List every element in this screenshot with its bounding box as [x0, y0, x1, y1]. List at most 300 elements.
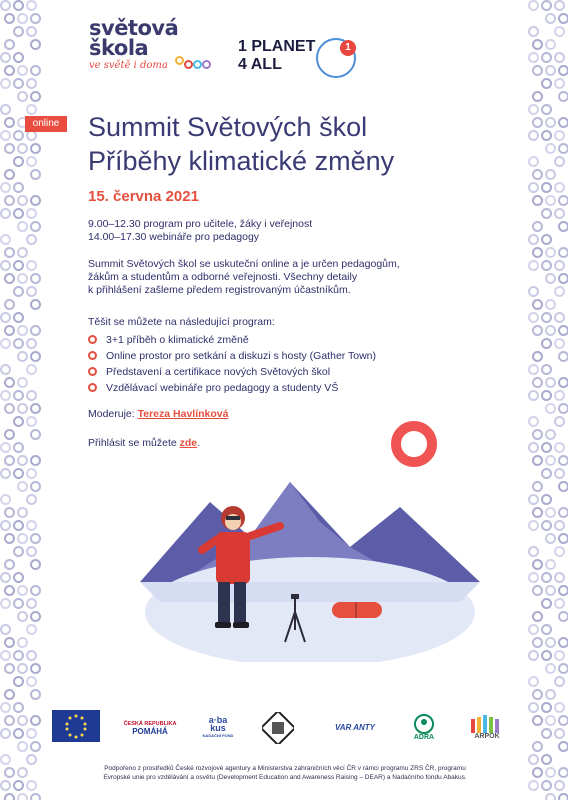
decorative-ring-icon — [554, 728, 565, 739]
decorative-ring-icon — [558, 481, 568, 492]
decorative-ring-icon — [4, 533, 15, 544]
decorative-ring-icon — [17, 481, 28, 492]
decorative-ring-icon — [558, 273, 568, 284]
decorative-ring-icon — [13, 728, 24, 739]
decorative-ring-icon — [17, 507, 28, 518]
decorative-ring-icon — [4, 585, 15, 596]
decorative-ring-icon — [26, 364, 37, 375]
decorative-ring-icon — [13, 312, 24, 323]
decorative-ring-icon — [4, 377, 15, 388]
decorative-ring-icon — [26, 780, 37, 791]
ceska-republika-pomaha-logo — [120, 710, 180, 746]
program-list — [88, 332, 376, 396]
decorative-ring-icon — [541, 364, 552, 375]
decorative-ring-icon — [26, 520, 37, 531]
bullet-ring-icon — [88, 351, 97, 360]
decorative-ring-icon — [0, 728, 11, 739]
decorative-ring-icon — [0, 208, 11, 219]
decorative-ring-icon — [17, 247, 28, 258]
title-line2: Příběhy klimatické změny — [88, 146, 395, 176]
decorative-ring-icon — [545, 585, 556, 596]
moderator-label: Moderuje: — [88, 408, 138, 420]
decorative-ring-icon — [13, 650, 24, 661]
decorative-ring-icon — [558, 767, 568, 778]
decorative-ring-icon — [30, 663, 41, 674]
decorative-ring-icon — [541, 0, 552, 11]
schedule — [88, 218, 312, 244]
decorative-ring-icon — [541, 572, 552, 583]
intro-line3: k přihlášení zašleme předem registrovaným účastníkům. — [88, 284, 351, 296]
decorative-ring-icon — [0, 390, 11, 401]
decorative-ring-icon — [532, 117, 543, 128]
decorative-ring-icon — [554, 390, 565, 401]
decorative-ring-icon — [558, 247, 568, 258]
decorative-ring-icon — [13, 416, 24, 427]
decorative-ring-icon — [0, 520, 11, 531]
decorative-ring-icon — [4, 325, 15, 336]
arpok-logo: ARPOK — [464, 710, 510, 746]
svetova-logo-tagline: ve světě i doma — [89, 60, 168, 71]
decorative-ring-icon — [554, 208, 565, 219]
planet-logo-line1: 1 PLANET — [238, 38, 316, 55]
decorative-ring-icon — [4, 793, 15, 800]
decorative-ring-icon — [17, 351, 28, 362]
decorative-ring-icon — [545, 507, 556, 518]
decorative-ring-icon — [558, 325, 568, 336]
decorative-ring-icon — [558, 507, 568, 518]
decorative-ring-icon — [545, 429, 556, 440]
decorative-ring-icon — [545, 533, 556, 544]
decorative-ring-icon — [545, 793, 556, 800]
abakus-logo — [198, 710, 238, 746]
decorative-ring-icon — [528, 104, 539, 115]
decorative-ring-icon — [541, 728, 552, 739]
explorer-illustration — [140, 452, 480, 662]
decorative-ring-icon — [532, 507, 543, 518]
decorative-ring-icon — [558, 793, 568, 800]
decorative-ring-icon — [0, 312, 11, 323]
decorative-ring-icon — [13, 52, 24, 63]
decorative-ring-icon — [17, 221, 28, 232]
decorative-ring-icon — [30, 325, 41, 336]
decorative-ring-icon — [528, 754, 539, 765]
decorative-ring-icon — [26, 338, 37, 349]
decorative-ring-icon — [26, 598, 37, 609]
decorative-ring-icon — [17, 663, 28, 674]
decorative-ring-icon — [545, 559, 556, 570]
decorative-ring-icon — [0, 572, 11, 583]
decorative-ring-icon — [26, 650, 37, 661]
planet-badge: 1 — [340, 40, 356, 56]
intro-line2: žákům a studentům a odborné veřejnosti. Všechny detaily — [88, 271, 358, 283]
decorative-ring-icon — [528, 130, 539, 141]
decorative-ring-icon — [17, 611, 28, 622]
arpok-people-icon — [470, 715, 504, 733]
decorative-ring-icon — [0, 650, 11, 661]
right-ring-border — [528, 0, 568, 800]
decorative-ring-icon — [528, 26, 539, 37]
decorative-ring-icon — [558, 403, 568, 414]
decorative-ring-icon — [558, 195, 568, 206]
online-badge: online — [25, 116, 67, 132]
decorative-ring-icon — [17, 91, 28, 102]
decorative-ring-icon — [532, 195, 543, 206]
decorative-ring-icon — [528, 650, 539, 661]
decorative-ring-icon — [528, 676, 539, 687]
decorative-ring-icon — [554, 442, 565, 453]
decorative-ring-icon — [554, 338, 565, 349]
decorative-ring-icon — [26, 624, 37, 635]
decorative-ring-icon — [0, 234, 11, 245]
decorative-ring-icon — [30, 585, 41, 596]
decorative-ring-icon — [13, 286, 24, 297]
decorative-ring-icon — [554, 520, 565, 531]
decorative-ring-icon — [554, 156, 565, 167]
decorative-ring-icon — [528, 312, 539, 323]
decorative-ring-icon — [558, 611, 568, 622]
decorative-ring-icon — [30, 13, 41, 24]
decorative-ring-icon — [532, 481, 543, 492]
decorative-ring-icon — [541, 234, 552, 245]
decorative-ring-icon — [558, 715, 568, 726]
decorative-ring-icon — [17, 715, 28, 726]
decorative-ring-icon — [4, 65, 15, 76]
register-label: Přihlásit se můžete — [88, 437, 180, 449]
decorative-ring-icon — [545, 13, 556, 24]
decorative-ring-icon — [4, 637, 15, 648]
decorative-ring-icon — [554, 780, 565, 791]
decorative-ring-icon — [30, 715, 41, 726]
decorative-ring-icon — [17, 273, 28, 284]
decorative-ring-icon — [17, 793, 28, 800]
decorative-ring-icon — [541, 390, 552, 401]
decorative-ring-icon — [541, 182, 552, 193]
decorative-ring-icon — [4, 299, 15, 310]
decorative-ring-icon — [17, 195, 28, 206]
decorative-ring-icon — [4, 689, 15, 700]
decorative-ring-icon — [13, 26, 24, 37]
decorative-ring-icon — [13, 182, 24, 193]
decorative-ring-icon — [17, 13, 28, 24]
decorative-ring-icon — [26, 26, 37, 37]
decorative-ring-icon — [532, 455, 543, 466]
decorative-ring-icon — [528, 546, 539, 557]
decorative-ring-icon — [30, 169, 41, 180]
decorative-ring-icon — [13, 676, 24, 687]
ceska-line1: ČESKÁ REPUBLIKA — [123, 721, 177, 727]
svetova-logo-dots-icon — [175, 52, 215, 72]
decorative-ring-icon — [0, 338, 11, 349]
decorative-ring-icon — [30, 91, 41, 102]
register-link[interactable]: zde — [179, 437, 198, 449]
decorative-ring-icon — [554, 650, 565, 661]
eu-flag-icon — [52, 710, 100, 742]
decorative-ring-icon — [0, 598, 11, 609]
decorative-ring-icon — [13, 546, 24, 557]
svetova-skola-logo — [89, 18, 219, 88]
decorative-ring-icon — [30, 455, 41, 466]
decorative-ring-icon — [13, 702, 24, 713]
decorative-ring-icon — [30, 533, 41, 544]
decorative-ring-icon — [26, 78, 37, 89]
decorative-ring-icon — [528, 702, 539, 713]
decorative-ring-icon — [17, 403, 28, 414]
decorative-ring-icon — [554, 416, 565, 427]
decorative-ring-icon — [4, 663, 15, 674]
decorative-ring-icon — [545, 117, 556, 128]
decorative-ring-icon — [541, 624, 552, 635]
decorative-ring-icon — [17, 741, 28, 752]
decorative-ring-icon — [528, 494, 539, 505]
decorative-ring-icon — [545, 247, 556, 258]
decorative-ring-icon — [17, 377, 28, 388]
decorative-ring-icon — [30, 481, 41, 492]
decorative-ring-icon — [541, 520, 552, 531]
decorative-ring-icon — [17, 585, 28, 596]
decorative-ring-icon — [558, 221, 568, 232]
decorative-ring-icon — [0, 702, 11, 713]
decorative-ring-icon — [4, 195, 15, 206]
decorative-ring-icon — [558, 351, 568, 362]
decorative-ring-icon — [26, 234, 37, 245]
decorative-ring-icon — [4, 767, 15, 778]
decorative-ring-icon — [554, 52, 565, 63]
decorative-ring-icon — [558, 65, 568, 76]
decorative-ring-icon — [541, 78, 552, 89]
decorative-ring-icon — [528, 156, 539, 167]
crest-logo-icon — [260, 710, 296, 746]
decorative-ring-icon — [554, 286, 565, 297]
decorative-ring-icon — [4, 507, 15, 518]
decorative-ring-icon — [541, 312, 552, 323]
decorative-ring-icon — [26, 208, 37, 219]
decorative-ring-icon — [0, 260, 11, 271]
decorative-ring-icon — [541, 442, 552, 453]
decorative-ring-icon — [4, 455, 15, 466]
decorative-ring-icon — [4, 715, 15, 726]
decorative-ring-icon — [532, 429, 543, 440]
decorative-ring-icon — [30, 611, 41, 622]
decorative-ring-icon — [528, 0, 539, 11]
page-title — [88, 110, 394, 178]
decorative-ring-icon — [545, 715, 556, 726]
decorative-ring-icon — [558, 455, 568, 466]
decorative-ring-icon — [26, 728, 37, 739]
decorative-ring-icon — [545, 637, 556, 648]
decorative-ring-icon — [30, 559, 41, 570]
decorative-ring-icon — [4, 13, 15, 24]
program-lead: Těšit se můžete na následující program: — [88, 316, 275, 328]
decorative-ring-icon — [30, 403, 41, 414]
register-line — [88, 437, 200, 450]
adra-logo: ADRA — [404, 710, 444, 746]
decorative-ring-icon — [30, 39, 41, 50]
footer-line2: Evropské unie pro vzdělávání a osvětu (Development Education and Awareness Raising – DEAR) a Nadačního fondu Abakus. — [103, 774, 467, 781]
decorative-ring-icon — [4, 429, 15, 440]
decorative-ring-icon — [558, 741, 568, 752]
decorative-ring-icon — [558, 117, 568, 128]
decorative-ring-icon — [0, 0, 11, 11]
decorative-ring-icon — [13, 442, 24, 453]
decorative-ring-icon — [545, 273, 556, 284]
decorative-ring-icon — [558, 377, 568, 388]
decorative-ring-icon — [26, 546, 37, 557]
abakus-line2: kus — [210, 723, 226, 733]
decorative-ring-icon — [532, 689, 543, 700]
decorative-ring-icon — [17, 455, 28, 466]
decorative-ring-icon — [528, 182, 539, 193]
decorative-ring-icon — [30, 741, 41, 752]
decorative-ring-icon — [532, 299, 543, 310]
schedule-line1: 9.00–12.30 program pro učitele, žáky i veřejnost — [88, 218, 313, 230]
decorative-ring-icon — [13, 338, 24, 349]
abakus-line1: a·ba — [208, 715, 228, 725]
decorative-ring-icon — [532, 585, 543, 596]
decorative-ring-icon — [541, 754, 552, 765]
decorative-ring-icon — [532, 377, 543, 388]
ceska-line2: POMÁHÁ — [132, 727, 168, 736]
footer-line1: Podpořeno z prostředků České rozvojové agentury a Ministerstva zahraničních věcí ČR v rámci programu ZRS ČR, programu — [104, 765, 466, 772]
decorative-ring-icon — [541, 104, 552, 115]
decorative-ring-icon — [541, 650, 552, 661]
decorative-ring-icon — [13, 208, 24, 219]
decorative-ring-icon — [0, 364, 11, 375]
decorative-ring-icon — [30, 195, 41, 206]
decorative-ring-icon — [26, 676, 37, 687]
decorative-ring-icon — [554, 546, 565, 557]
decorative-ring-icon — [554, 702, 565, 713]
decorative-ring-icon — [541, 52, 552, 63]
decorative-ring-icon — [545, 663, 556, 674]
bullet-ring-icon — [88, 383, 97, 392]
decorative-ring-icon — [532, 221, 543, 232]
decorative-ring-icon — [554, 676, 565, 687]
decorative-ring-icon — [558, 637, 568, 648]
decorative-ring-icon — [545, 169, 556, 180]
decorative-ring-icon — [554, 598, 565, 609]
decorative-ring-icon — [30, 429, 41, 440]
decorative-ring-icon — [17, 143, 28, 154]
decorative-ring-icon — [13, 390, 24, 401]
1planet4all-logo — [238, 38, 368, 86]
decorative-ring-icon — [541, 260, 552, 271]
bullet-ring-icon — [88, 367, 97, 376]
decorative-ring-icon — [30, 351, 41, 362]
decorative-ring-icon — [13, 598, 24, 609]
decorative-ring-icon — [26, 104, 37, 115]
decorative-ring-icon — [528, 260, 539, 271]
bullet-ring-icon — [88, 335, 97, 344]
decorative-ring-icon — [0, 624, 11, 635]
decorative-ring-icon — [532, 39, 543, 50]
decorative-ring-icon — [532, 637, 543, 648]
decorative-ring-icon — [532, 559, 543, 570]
planet-logo-line2: 4 ALL — [238, 56, 282, 73]
decorative-ring-icon — [532, 91, 543, 102]
decorative-ring-icon — [0, 468, 11, 479]
decorative-ring-icon — [528, 286, 539, 297]
decorative-ring-icon — [554, 260, 565, 271]
decorative-ring-icon — [4, 403, 15, 414]
decorative-ring-icon — [541, 208, 552, 219]
varianty-logo: VAR ANTY — [335, 723, 375, 732]
decorative-ring-icon — [13, 0, 24, 11]
list-item: Online prostor pro setkání a diskuzi s hosty (Gather Town) — [88, 348, 376, 364]
decorative-ring-icon — [26, 0, 37, 11]
decorative-ring-icon — [4, 247, 15, 258]
decorative-ring-icon — [545, 65, 556, 76]
decorative-ring-icon — [545, 299, 556, 310]
decorative-ring-icon — [30, 273, 41, 284]
decorative-ring-icon — [13, 468, 24, 479]
decorative-ring-icon — [4, 273, 15, 284]
decorative-ring-icon — [26, 494, 37, 505]
decorative-ring-icon — [528, 442, 539, 453]
sponsor-logos — [52, 710, 518, 750]
decorative-ring-icon — [13, 780, 24, 791]
decorative-ring-icon — [17, 637, 28, 648]
decorative-ring-icon — [13, 78, 24, 89]
list-item: 3+1 příběh o klimatické změně — [88, 332, 376, 348]
decorative-ring-icon — [558, 143, 568, 154]
decorative-ring-icon — [528, 390, 539, 401]
decorative-ring-icon — [13, 520, 24, 531]
decorative-ring-icon — [4, 143, 15, 154]
moderator-line — [88, 408, 228, 421]
decorative-ring-icon — [545, 39, 556, 50]
decorative-ring-icon — [532, 65, 543, 76]
decorative-ring-icon — [0, 78, 11, 89]
decorative-ring-icon — [26, 390, 37, 401]
moderator-link[interactable]: Tereza Havlínková — [137, 408, 229, 420]
decorative-ring-icon — [554, 182, 565, 193]
decorative-ring-icon — [26, 286, 37, 297]
decorative-ring-icon — [0, 52, 11, 63]
decorative-ring-icon — [528, 364, 539, 375]
decorative-ring-icon — [528, 52, 539, 63]
decorative-ring-icon — [545, 377, 556, 388]
decorative-ring-icon — [4, 559, 15, 570]
decorative-ring-icon — [558, 533, 568, 544]
decorative-ring-icon — [545, 767, 556, 778]
decorative-ring-icon — [554, 130, 565, 141]
decorative-ring-icon — [13, 156, 24, 167]
decorative-ring-icon — [17, 65, 28, 76]
decorative-ring-icon — [0, 494, 11, 505]
decorative-ring-icon — [541, 468, 552, 479]
decorative-ring-icon — [26, 416, 37, 427]
footer-note — [60, 764, 510, 782]
event-date: 15. června 2021 — [88, 188, 199, 205]
decorative-ring-icon — [26, 156, 37, 167]
decorative-ring-icon — [532, 351, 543, 362]
decorative-ring-icon — [528, 416, 539, 427]
decorative-ring-icon — [13, 130, 24, 141]
decorative-ring-icon — [30, 65, 41, 76]
decorative-ring-icon — [545, 143, 556, 154]
decorative-ring-icon — [554, 572, 565, 583]
decorative-ring-icon — [545, 195, 556, 206]
intro-line1: Summit Světových škol se uskuteční online a je určen pedagogům, — [88, 258, 400, 270]
decorative-ring-icon — [17, 325, 28, 336]
decorative-ring-icon — [26, 754, 37, 765]
list-item: Představení a certifikace nových Světových škol — [88, 364, 376, 380]
decorative-ring-icon — [532, 325, 543, 336]
decorative-ring-icon — [17, 767, 28, 778]
decorative-ring-icon — [528, 624, 539, 635]
decorative-ring-icon — [17, 533, 28, 544]
decorative-ring-icon — [13, 572, 24, 583]
